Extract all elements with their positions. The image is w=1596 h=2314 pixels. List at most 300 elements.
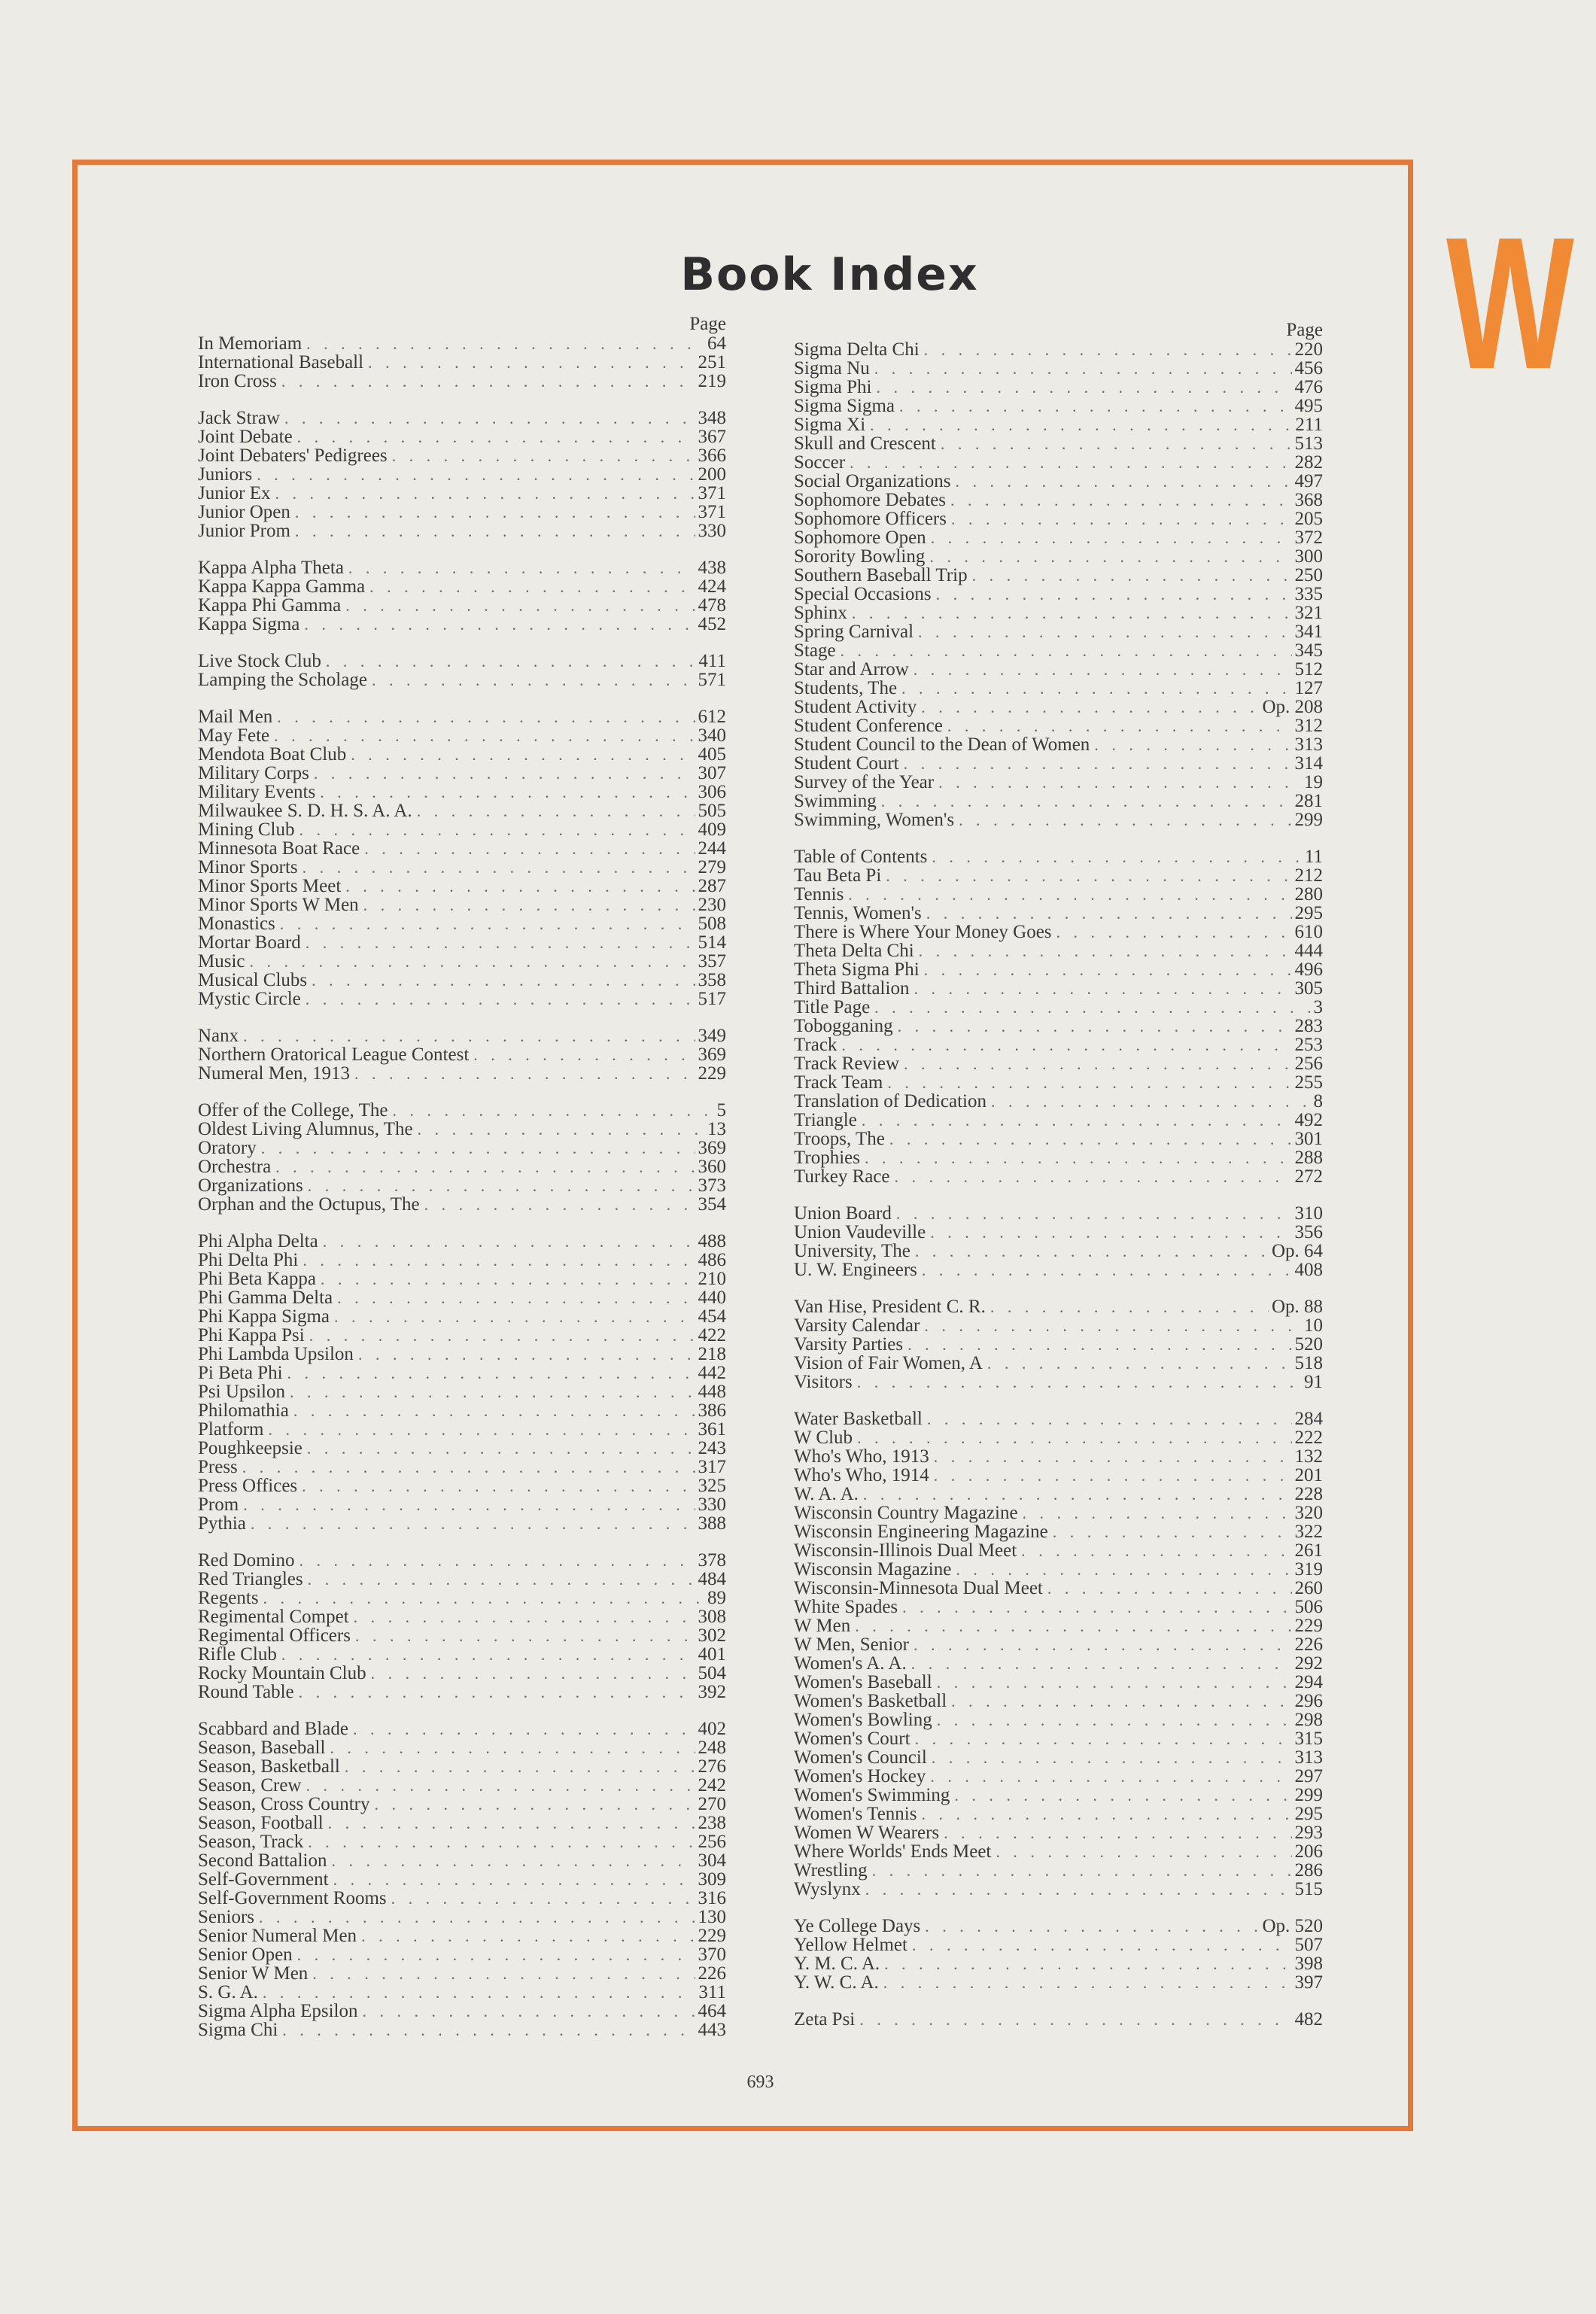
entry-title: W Club (794, 1428, 853, 1448)
entry-title: Women's Swimming (794, 1785, 950, 1805)
entry-page: 514 (698, 932, 726, 953)
entry-page: Op. 88 (1271, 1297, 1323, 1317)
entry-title: Student Conference (794, 716, 943, 736)
dot-leader (417, 801, 695, 820)
dot-leader (1047, 1579, 1292, 1598)
entry-page: 507 (1294, 1935, 1323, 1955)
entry-page: 464 (698, 2001, 726, 2021)
entry-title: Monastics (198, 914, 275, 934)
entry-title: Wisconsin-Illinois Dual Meet (794, 1540, 1017, 1561)
index-entry (198, 1738, 726, 1757)
index-entry (794, 1935, 1323, 1954)
entry-title: Troops, The (794, 1129, 885, 1149)
index-entry (794, 1130, 1323, 1148)
entry-title: Sphinx (794, 603, 847, 623)
dot-leader (263, 1589, 704, 1607)
entry-title: Varsity Parties (794, 1334, 904, 1355)
dot-leader (295, 521, 695, 540)
entry-title: Sigma Delta Chi (794, 339, 920, 360)
entry-title: Wrestling (794, 1860, 868, 1881)
dot-leader (274, 726, 695, 745)
dot-leader (931, 528, 1292, 547)
dot-leader (280, 914, 695, 933)
entry-title: Platform (198, 1419, 264, 1440)
index-entry (198, 1139, 726, 1157)
dot-leader (954, 1786, 1291, 1805)
index-entry (794, 866, 1323, 885)
dot-leader (914, 660, 1292, 679)
entry-page: 478 (698, 595, 726, 616)
entry-page: 280 (1294, 884, 1323, 905)
index-entry (198, 1495, 726, 1514)
entry-page: 244 (698, 838, 726, 859)
entry-page: 311 (698, 1982, 726, 2002)
dot-leader (392, 1101, 713, 1120)
index-entry (198, 933, 726, 952)
group-spacer (198, 1533, 726, 1551)
dot-leader (269, 1420, 695, 1439)
dot-leader (354, 1607, 695, 1626)
dot-leader (368, 353, 695, 372)
index-entry (198, 1589, 726, 1607)
entry-page: 310 (1294, 1203, 1323, 1224)
entry-title: Prom (198, 1495, 239, 1515)
dot-leader (277, 707, 695, 726)
entry-title: Minor Sports W Men (198, 895, 359, 915)
entry-title: Season, Crew (198, 1775, 302, 1796)
index-entry (794, 453, 1323, 472)
entry-page: 282 (1294, 452, 1323, 473)
entry-page: 309 (698, 1869, 726, 1890)
entry-page: 283 (1294, 1016, 1323, 1036)
entry-page: 293 (1294, 1823, 1323, 1843)
group-spacer (198, 634, 726, 652)
entry-title: Pi Beta Phi (198, 1363, 283, 1383)
entry-title: Mail Men (198, 707, 273, 727)
dot-leader (947, 716, 1292, 735)
dot-leader (941, 434, 1292, 453)
entry-title: U. W. Engineers (794, 1260, 917, 1280)
dot-leader (887, 1073, 1291, 1092)
entry-page: 366 (698, 445, 726, 466)
entry-title: Yellow Helmet (794, 1935, 907, 1955)
entry-title: Students, The (794, 678, 898, 698)
dot-leader (334, 1307, 695, 1326)
index-entry (198, 707, 726, 726)
index-entry (198, 1757, 726, 1776)
index-entry (198, 895, 726, 914)
entry-title: Phi Beta Kappa (198, 1269, 316, 1289)
entry-title: Self-Government Rooms (198, 1888, 387, 1908)
index-entry (794, 698, 1323, 716)
dot-leader (914, 979, 1291, 998)
index-entry (794, 340, 1323, 359)
dot-leader (345, 596, 695, 615)
dot-leader (863, 1485, 1292, 1504)
index-entry (198, 652, 726, 670)
entry-page: 320 (1294, 1503, 1323, 1523)
dot-leader (911, 1654, 1292, 1673)
entry-title: Wisconsin Country Magazine (794, 1503, 1018, 1523)
entry-title: Translation of Dedication (794, 1091, 986, 1111)
entry-title: Phi Lambda Upsilon (198, 1344, 354, 1364)
dot-leader (363, 2002, 695, 2021)
dot-leader (328, 1814, 695, 1832)
index-entry (198, 427, 726, 446)
entry-page: 286 (1294, 1860, 1323, 1881)
entry-page: 132 (1294, 1446, 1323, 1467)
entry-title: Spring Carnival (794, 622, 914, 642)
entry-page: 367 (698, 427, 726, 447)
entry-title: Mystic Circle (198, 989, 301, 1009)
index-entry (198, 1326, 726, 1345)
dot-leader (841, 1035, 1291, 1054)
entry-page: 200 (698, 464, 726, 485)
entry-page: 206 (1294, 1841, 1323, 1862)
entry-title: Turkey Race (794, 1166, 890, 1187)
entry-title: Track Team (794, 1072, 883, 1093)
entry-page: 89 (707, 1588, 726, 1608)
entry-title: Table of Contents (794, 847, 928, 867)
entry-page: 312 (1294, 716, 1323, 736)
entry-page: 301 (1294, 1129, 1323, 1149)
dot-leader (345, 877, 695, 895)
dot-leader (855, 1616, 1291, 1635)
index-entry (794, 1335, 1323, 1354)
index-entry (794, 754, 1323, 773)
entry-title: Women's Tennis (794, 1804, 917, 1824)
entry-title: Military Events (198, 782, 316, 802)
entry-page: 325 (698, 1476, 726, 1496)
index-entry (198, 1626, 726, 1645)
entry-title: Jack Straw (198, 408, 280, 428)
entry-title: Sigma Chi (198, 2020, 278, 2040)
dot-leader (990, 1297, 1269, 1316)
index-entry (198, 1870, 726, 1889)
index-entry (198, 839, 726, 858)
index-entry (198, 1832, 726, 1851)
index-entry (794, 1710, 1323, 1729)
dot-leader (1021, 1541, 1291, 1560)
index-entry (794, 491, 1323, 509)
index-entry (794, 923, 1323, 941)
index-entry (794, 1466, 1323, 1485)
entry-title: Soccer (794, 452, 846, 473)
entry-title: Women's Basketball (794, 1691, 947, 1711)
index-entry (198, 783, 726, 801)
entry-title: Wisconsin-Minnesota Dual Meet (794, 1578, 1043, 1598)
entry-title: Women's Baseball (794, 1672, 932, 1692)
dot-leader (857, 1373, 1301, 1391)
dot-leader (904, 1054, 1291, 1073)
entry-page: 230 (698, 895, 726, 915)
dot-leader (865, 1148, 1292, 1167)
dot-leader (937, 1673, 1292, 1692)
index-entry (198, 990, 726, 1008)
index-entry (794, 1167, 1323, 1186)
entry-title: Water Basketball (794, 1409, 923, 1429)
entry-page: 386 (698, 1400, 726, 1421)
entry-page: 371 (698, 502, 726, 522)
entry-title: Organizations (198, 1175, 303, 1196)
entry-page: 398 (1294, 1954, 1323, 1974)
index-entry (794, 735, 1323, 754)
entry-page: 448 (698, 1382, 726, 1402)
entry-title: Sophomore Open (794, 528, 926, 548)
index-entry (198, 1945, 726, 1964)
dot-leader (937, 1710, 1292, 1729)
index-entry (198, 1101, 726, 1120)
entry-title: Mining Club (198, 819, 295, 840)
entry-title: Northern Oratorical League Contest (198, 1044, 470, 1065)
entry-title: Psi Upsilon (198, 1382, 286, 1402)
entry-title: Season, Baseball (198, 1738, 326, 1758)
dot-leader (295, 503, 695, 521)
entry-title: Rocky Mountain Club (198, 1663, 366, 1683)
entry-title: Women W Wearers (794, 1823, 940, 1843)
group-spacer (794, 1279, 1323, 1297)
entry-page: 3 (1313, 997, 1323, 1017)
entry-page: 370 (698, 1945, 726, 1965)
index-entry (794, 1842, 1323, 1861)
entry-page: Op. 208 (1262, 697, 1323, 717)
entry-title: Season, Football (198, 1813, 324, 1833)
dot-leader (857, 1428, 1291, 1447)
entry-page: 506 (1294, 1597, 1323, 1617)
dot-leader (332, 1851, 695, 1870)
entry-title: Sophomore Officers (794, 509, 947, 529)
dot-leader (299, 1683, 695, 1701)
page-column-header: Page (689, 314, 726, 334)
dot-leader (889, 1130, 1292, 1148)
dot-leader (883, 1973, 1292, 1992)
dot-leader (306, 334, 704, 353)
index-entry (794, 1242, 1323, 1260)
dot-leader (930, 1223, 1291, 1242)
entry-page: 345 (1294, 640, 1323, 661)
index-entry (794, 434, 1323, 453)
dot-leader (956, 472, 1292, 491)
dot-leader (330, 1738, 695, 1757)
entry-page: 251 (698, 352, 726, 372)
entry-page: 361 (698, 1419, 726, 1440)
entry-page: 256 (698, 1832, 726, 1852)
entry-page: 299 (1294, 1785, 1323, 1805)
dot-leader (951, 1692, 1291, 1710)
entry-page: 358 (698, 970, 726, 990)
dot-leader (306, 933, 695, 952)
dot-leader (424, 1195, 695, 1214)
index-entry (198, 409, 726, 427)
entry-title: Union Board (794, 1203, 892, 1224)
index-entry (794, 660, 1323, 679)
dot-leader (886, 866, 1291, 885)
index-entry (794, 604, 1323, 622)
index-entry (794, 472, 1323, 491)
entry-page: 408 (1294, 1260, 1323, 1280)
entry-page: 229 (698, 1063, 726, 1084)
entry-title: Second Battalion (198, 1850, 327, 1871)
entry-page: 284 (1294, 1409, 1323, 1429)
entry-title: Minnesota Boat Race (198, 838, 360, 859)
entry-title: Kappa Alpha Theta (198, 558, 344, 578)
entry-title: Orchestra (198, 1157, 272, 1177)
entry-page: 270 (698, 1794, 726, 1814)
index-column-right (794, 321, 1323, 2029)
index-entry (198, 1908, 726, 1926)
index-entry (794, 1635, 1323, 1654)
index-entry (794, 1054, 1323, 1073)
entry-page: 392 (698, 1682, 726, 1702)
index-entry (198, 1045, 726, 1064)
dot-leader (345, 1757, 695, 1776)
index-entry (198, 1514, 726, 1533)
index-entry (794, 1805, 1323, 1823)
entry-page: 226 (1294, 1634, 1323, 1655)
dot-leader (859, 2010, 1291, 2029)
entry-page: 340 (698, 725, 726, 746)
dot-leader (302, 1251, 695, 1270)
index-entry (198, 971, 726, 990)
entry-page: 520 (1294, 1334, 1323, 1355)
index-entry (198, 446, 726, 465)
entry-page: 321 (1294, 603, 1323, 623)
entry-page: 287 (698, 876, 726, 896)
entry-title: Minor Sports Meet (198, 876, 342, 896)
entry-title: Season, Track (198, 1832, 304, 1852)
dot-leader (259, 1908, 695, 1926)
entry-page: 454 (698, 1306, 726, 1327)
entry-title: International Baseball (198, 352, 364, 372)
entry-page: 261 (1294, 1540, 1323, 1561)
entry-page: 369 (698, 1138, 726, 1158)
dot-leader (290, 1382, 695, 1401)
entry-title: Round Table (198, 1682, 294, 1702)
entry-title: In Memoriam (198, 333, 302, 354)
index-entry (198, 1720, 726, 1738)
entry-title: Joint Debate (198, 427, 293, 447)
dot-leader (934, 1466, 1292, 1485)
index-entry (198, 577, 726, 596)
entry-title: Student Council to the Dean of Women (794, 734, 1090, 755)
dot-leader (299, 820, 695, 839)
index-entry (198, 1232, 726, 1251)
entry-page: 319 (1294, 1559, 1323, 1580)
index-entry (198, 1364, 726, 1382)
index-entry (198, 334, 726, 353)
entry-title: Women's Bowling (794, 1710, 932, 1730)
entry-page: 486 (698, 1250, 726, 1270)
entry-page: 304 (698, 1850, 726, 1871)
entry-title: Poughkeepsie (198, 1438, 302, 1458)
group-spacer (198, 1701, 726, 1720)
entry-title: Senior W Men (198, 1963, 309, 1984)
entry-title: Phi Kappa Sigma (198, 1306, 330, 1327)
entry-page: 492 (1294, 1110, 1323, 1130)
entry-page: 294 (1294, 1672, 1323, 1692)
index-entry (794, 415, 1323, 434)
entry-title: Kappa Kappa Gamma (198, 576, 366, 597)
entry-title: Survey of the Year (794, 772, 935, 792)
dot-leader (944, 1823, 1291, 1842)
dot-leader (326, 652, 696, 670)
index-entry (198, 558, 726, 577)
dot-leader (898, 1017, 1292, 1035)
entry-page: 368 (1294, 490, 1323, 510)
entry-page: 495 (1294, 396, 1323, 416)
entry-page: 315 (1294, 1729, 1323, 1749)
entry-title: There is Where Your Money Goes (794, 922, 1052, 942)
entry-page: 302 (698, 1625, 726, 1646)
entry-title: Kappa Sigma (198, 614, 300, 634)
entry-title: Sigma Sigma (794, 396, 895, 416)
index-entry (794, 1767, 1323, 1786)
entry-title: Military Corps (198, 763, 309, 783)
entry-title: Star and Arrow (794, 659, 909, 680)
index-entry (794, 2010, 1323, 2029)
index-entry (198, 801, 726, 820)
entry-title: Phi Alpha Delta (198, 1231, 318, 1251)
entry-page: 91 (1304, 1372, 1323, 1392)
dot-leader (281, 1645, 695, 1664)
index-entry (794, 1504, 1323, 1522)
entry-title: Lamping the Scholage (198, 670, 367, 690)
index-entry (198, 1176, 726, 1195)
entry-title: Varsity Calendar (794, 1315, 920, 1336)
entry-title: Visitors (794, 1372, 853, 1392)
entry-page: 295 (1294, 1804, 1323, 1824)
entry-page: 305 (1294, 978, 1323, 999)
entry-page: 610 (1294, 922, 1323, 942)
index-entry (198, 1607, 726, 1626)
index-entry (198, 1551, 726, 1570)
index-entry (198, 1064, 726, 1083)
index-entry (198, 1251, 726, 1270)
index-entry (794, 1223, 1323, 1242)
dot-leader (263, 1983, 696, 2002)
dot-leader (902, 1598, 1291, 1616)
entry-page: 515 (1294, 1879, 1323, 1899)
entry-page: 440 (698, 1288, 726, 1308)
group-spacer (794, 829, 1323, 847)
dot-leader (361, 1926, 695, 1945)
dot-leader (371, 1664, 695, 1683)
dot-leader (921, 698, 1259, 716)
entry-page: 210 (698, 1269, 726, 1289)
page-number: 693 (746, 2072, 774, 2092)
entry-title: Oldest Living Alumnus, The (198, 1119, 413, 1139)
entry-title: Wyslynx (794, 1879, 861, 1899)
dot-leader (852, 604, 1292, 622)
index-entry (794, 641, 1323, 660)
dot-leader (314, 764, 695, 783)
entry-title: Vision of Fair Women, A (794, 1353, 983, 1373)
entry-page: 369 (698, 1044, 726, 1065)
entry-page: 612 (698, 707, 726, 727)
entry-page: 260 (1294, 1578, 1323, 1598)
entry-page: 229 (698, 1926, 726, 1946)
group-spacer (198, 391, 726, 409)
index-entry (794, 1598, 1323, 1616)
dot-leader (337, 1288, 695, 1307)
index-entry (198, 745, 726, 764)
index-entry (198, 1983, 726, 2002)
entry-page: 226 (698, 1963, 726, 1984)
dot-leader (275, 484, 695, 503)
index-entry (794, 1673, 1323, 1692)
dot-leader (912, 1935, 1292, 1954)
entry-title: Press Offices (198, 1476, 298, 1496)
